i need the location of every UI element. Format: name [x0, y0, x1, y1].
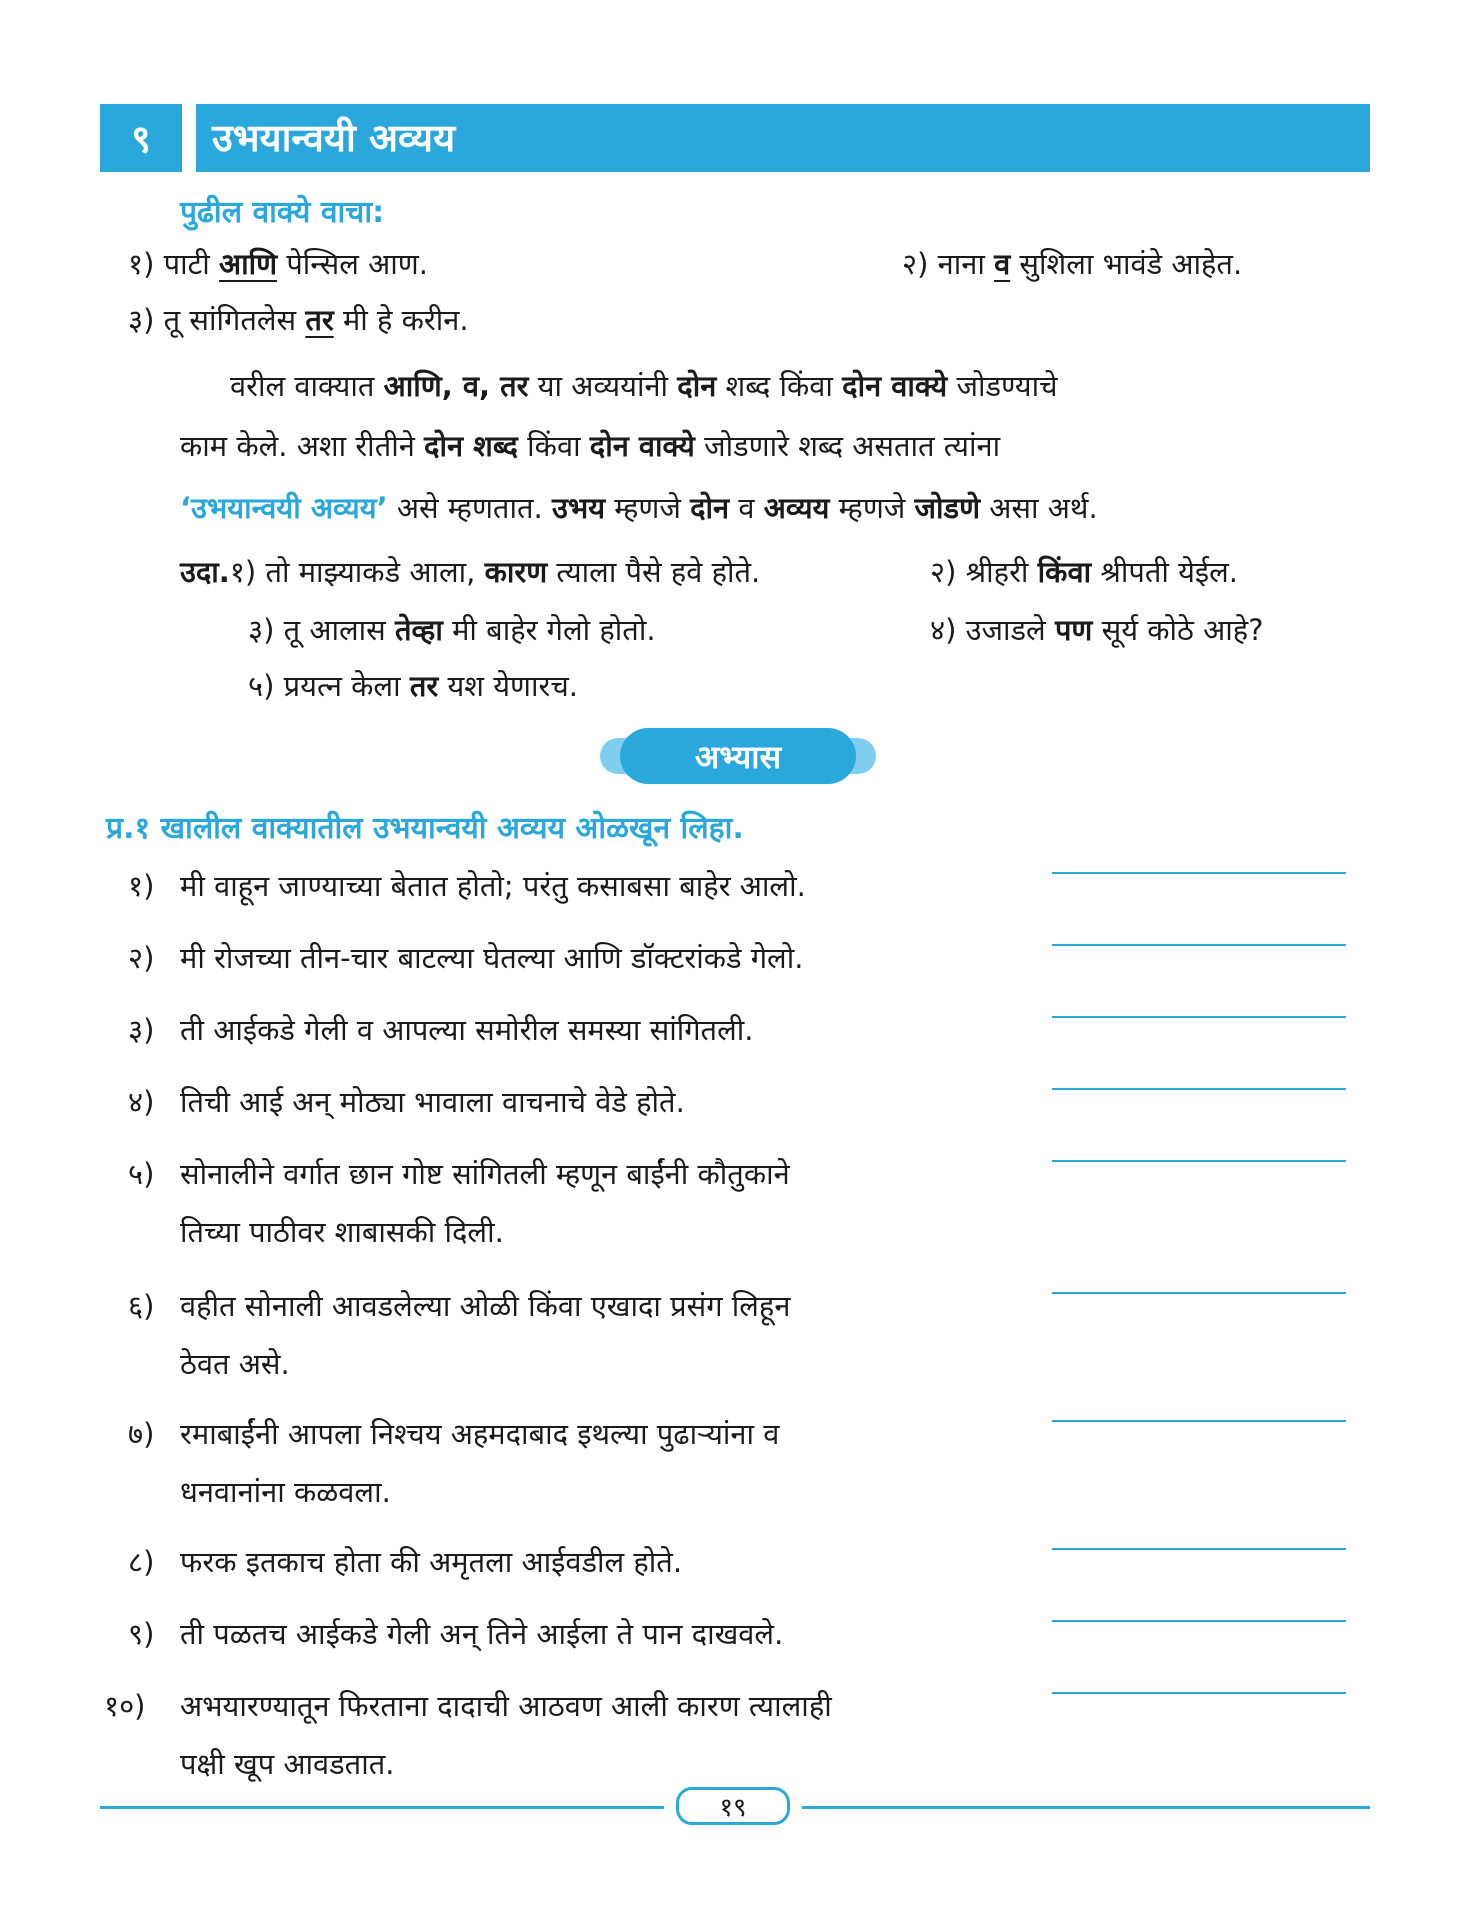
example-text: सूर्य कोठे आहे?: [1101, 613, 1264, 647]
example-text: उजाडले: [965, 613, 1046, 647]
example-text: प्रयत्न केला: [283, 669, 401, 703]
practice-item-text: सोनालीने वर्गात छान गोष्ट सांगितली म्हणून बाईंनी कौतुकाने: [180, 1157, 790, 1191]
answer-blank-line[interactable]: [1052, 1692, 1346, 1694]
practice-item-text: वहीत सोनाली आवडलेल्या ओळी किंवा एखादा प्रसंग लिहून: [180, 1289, 791, 1323]
example-number: ३): [128, 303, 155, 337]
examples-label: उदा.: [180, 555, 230, 589]
practice-item-text: तिची आई अन् मोठ्या भावाला वाचनाचे वेडे होते.: [180, 1085, 685, 1119]
example-number: १): [229, 555, 257, 589]
answer-blank-line[interactable]: [1052, 1016, 1346, 1018]
bold-text: जोडणे: [914, 491, 981, 525]
example-number: २): [902, 247, 929, 281]
conjunction-word: पण: [1054, 613, 1093, 647]
examples-line-1: [180, 552, 760, 591]
explanation-line-2: [180, 426, 1000, 465]
bold-text: दोन: [677, 369, 717, 403]
practice-item-text: रमाबाईंनी आपला निश्चय अहमदाबाद इथल्या पुढाऱ्यांना व: [180, 1417, 780, 1451]
practice-item-number: २): [128, 941, 155, 975]
practice-item-text: अभयारण्यातून फिरताना दादाची आठवण आली कारण त्यालाही: [180, 1689, 832, 1723]
text: वरील वाक्यात: [230, 369, 375, 403]
conjunction-word: तर: [409, 669, 439, 703]
example-text: श्रीहरी: [965, 555, 1029, 589]
practice-item-text-continued: पक्षी खूप आवडतात.: [180, 1747, 395, 1781]
conjunction-word: आणि: [218, 247, 278, 281]
example-text: यश येणारच.: [447, 669, 579, 703]
question-heading: प्र.१ खालील वाक्यातील उभयान्वयी अव्यय ओळखून लिहा.: [106, 811, 744, 846]
example-text: पेन्सिल आण.: [286, 247, 428, 281]
bold-text: दोन वाक्ये: [589, 429, 695, 463]
page-number: १९: [676, 1787, 790, 1825]
answer-blank-line[interactable]: [1052, 1292, 1346, 1294]
example-text: पाटी: [163, 247, 210, 281]
conjunction-word: व: [994, 247, 1011, 281]
practice-item-text: मी रोजच्या तीन-चार बाटल्या घेतल्या आणि डॉक्टरांकडे गेलो.: [180, 941, 804, 975]
practice-item-number: ८): [128, 1545, 155, 1579]
text: व: [738, 491, 755, 525]
practice-item-number: ३): [128, 1013, 155, 1047]
intro-example-2: [902, 244, 1242, 283]
practice-item-text-continued: तिच्या पाठीवर शाबासकी दिली.: [180, 1215, 504, 1249]
text: म्हणजे: [614, 491, 681, 525]
example-text: त्याला पैसे हवे होते.: [556, 555, 761, 589]
practice-item-text-continued: धनवानांना कळवला.: [180, 1475, 391, 1509]
text: म्हणजे: [838, 491, 906, 525]
practice-item-number: ५): [128, 1157, 155, 1191]
bold-text: दोन: [690, 491, 730, 525]
practice-item-number: १): [128, 869, 155, 903]
example-number: ५): [248, 669, 275, 703]
answer-blank-line[interactable]: [1052, 1088, 1346, 1090]
example-text: तू सांगितलेस: [163, 303, 297, 337]
practice-heading: अभ्यास: [620, 728, 856, 784]
intro-example-1: [128, 244, 428, 283]
practice-item-text: ती पळतच आईकडे गेली अन् तिने आईला ते पान दाखवले.: [180, 1617, 784, 1651]
conjunction-word: तर: [305, 303, 334, 337]
text: जोडणारे शब्द असतात त्यांना: [704, 429, 1001, 463]
bold-text: दोन शब्द: [424, 429, 518, 463]
practice-item-text: ती आईकडे गेली व आपल्या समोरील समस्या सांगितली.: [180, 1013, 754, 1047]
examples-item-2: [930, 552, 1238, 591]
header-divider: [182, 104, 196, 172]
practice-item-text: फरक इतकाच होता की अमृतला आईवडील होते.: [180, 1545, 683, 1579]
example-number: ४): [930, 613, 957, 647]
answer-blank-line[interactable]: [1052, 1548, 1346, 1550]
bold-text: अव्यय: [763, 491, 830, 525]
answer-blank-line[interactable]: [1052, 1420, 1346, 1422]
example-text: सुशिला भावंडे आहेत.: [1019, 247, 1243, 281]
example-text: नाना: [937, 247, 985, 281]
term-highlight: ‘उभयान्वयी अव्यय’: [180, 491, 388, 525]
answer-blank-line[interactable]: [1052, 872, 1346, 874]
examples-item-5: [248, 666, 578, 705]
chapter-number: ९: [131, 117, 151, 161]
text: काम केले. अशा रीतीने: [180, 429, 415, 463]
practice-item-text-continued: ठेवत असे.: [180, 1347, 290, 1381]
bold-text: आणि, व, तर: [383, 369, 529, 403]
text: असा अर्थ.: [989, 491, 1098, 525]
text: किंवा: [527, 429, 581, 463]
example-text: मी हे करीन.: [342, 303, 469, 337]
example-text: तू आलास: [283, 613, 386, 647]
practice-item-number: ९): [128, 1617, 155, 1651]
text: जोडण्याचे: [956, 369, 1058, 403]
example-text: मी बाहेर गेलो होतो.: [452, 613, 656, 647]
bold-text: उभय: [551, 491, 606, 525]
text: या अव्ययांनी: [537, 369, 669, 403]
answer-blank-line[interactable]: [1052, 1160, 1346, 1162]
practice-item-number: ६): [128, 1289, 155, 1323]
answer-blank-line[interactable]: [1052, 944, 1346, 946]
practice-item-number: १०): [104, 1689, 146, 1723]
intro-prompt: पुढील वाक्ये वाचा:: [180, 195, 385, 230]
example-number: ३): [248, 613, 275, 647]
example-text: श्रीपती येईल.: [1100, 555, 1239, 589]
example-text: तो माझ्याकडे आला,: [265, 555, 476, 589]
example-number: १): [128, 247, 155, 281]
conjunction-word: किंवा: [1037, 555, 1092, 589]
text: शब्द किंवा: [725, 369, 833, 403]
conjunction-word: कारण: [484, 555, 548, 589]
page-number-wrap: [664, 1788, 802, 1824]
example-number: २): [930, 555, 957, 589]
bold-text: दोन वाक्ये: [842, 369, 948, 403]
conjunction-word: तेव्हा: [395, 613, 443, 647]
text: असे म्हणतात.: [396, 491, 543, 525]
answer-blank-line[interactable]: [1052, 1620, 1346, 1622]
chapter-title: उभयान्वयी अव्यय: [212, 116, 456, 160]
explanation-line-3: [180, 488, 1098, 527]
practice-item-text: मी वाहून जाण्याच्या बेतात होतो; परंतु कसाबसा बाहेर आलो.: [180, 869, 806, 903]
examples-item-4: [930, 610, 1264, 649]
intro-example-3: [128, 300, 469, 339]
practice-item-number: ४): [128, 1085, 155, 1119]
examples-item-3: [248, 610, 656, 649]
practice-item-number: ७): [128, 1417, 155, 1451]
explanation-line-1: [230, 366, 1058, 405]
